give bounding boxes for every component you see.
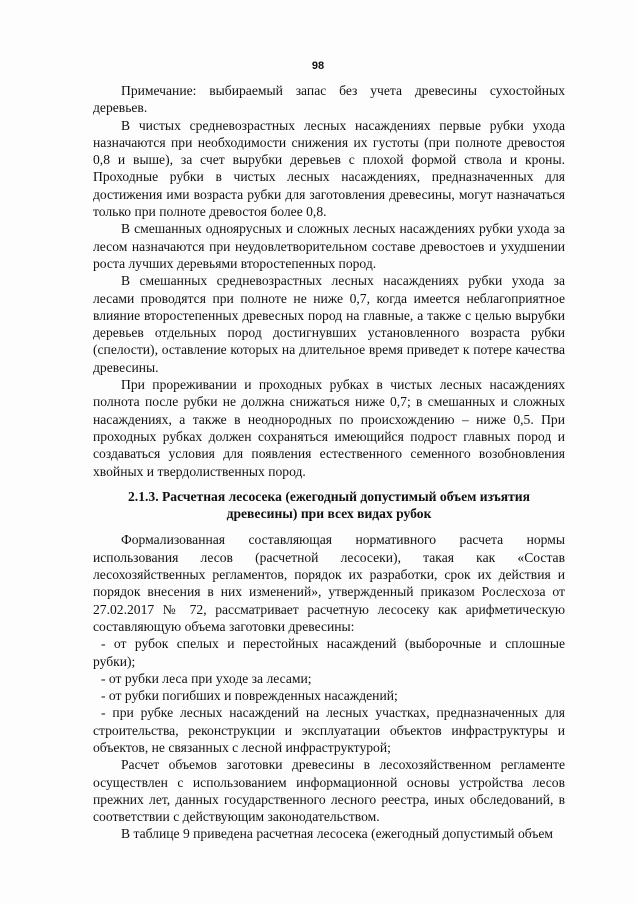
body-paragraph: В смешанных одноярусных и сложных лесных насаждениях рубки ухода за лесом назначаются при неудовлетворительном составе древостоев и ухудшении роста лучших деревьями второстепенных пород. xyxy=(93,221,565,271)
list-item: - от рубки леса при уходе за лесами; xyxy=(101,670,312,686)
page-number: 98 xyxy=(311,60,325,72)
list-item: - при рубке лесных насаждений на лесных участках, предназначенных для строительства, реконструкции и эксплуатации объектов инфраструктуры и объектов, не связанных с лесной инфраструктурой; xyxy=(93,705,565,755)
body-paragraph: Расчет объемов заготовки древесины в лесохозяйственном регламенте осуществлен с использованием информационной основы устройства лесов прежних лет, данных государственного лесного реестра, иных обследований, в соответствии с действующим законодательством. xyxy=(93,757,565,825)
body-paragraph: В смешанных средневозрастных лесных насаждениях рубки ухода за лесами проводятся при полноте не ниже 0,7, когда имеется неблагоприятное влияние второстепенных древесных пород на главные, а также с целью вырубки деревьев отдельных пород достигнувших установленного возраста рубки (спелости), оставление которых на длительное время приведет к потере качества древесины. xyxy=(93,273,565,375)
body-paragraph: В таблице 9 приведена расчетная лесосека (ежегодный допустимый объем xyxy=(121,826,554,842)
body-paragraph: В чистых средневозрастных лесных насаждениях первые рубки ухода назначаются при необходимости снижения их густоты (при полноте древостоя 0,8 и выше), за счет вырубки деревьев с плохой формой ствола и кроны. Проходные рубки в чистых лесных насаждениях, предназначенных для достижения ими возраста рубки для заготовления древесины, могут назначаться только при полноте древостоя более 0,8. xyxy=(93,117,565,220)
document-body xyxy=(93,82,565,843)
body-paragraph: При прореживании и проходных рубках в чистых лесных насаждениях полнота после рубки не должна снижаться ниже 0,7; в смешанных и сложных насаждениях, а также в неоднородных по происхождению – ниже 0,5. При проходных рубках должен сохраняться имеющийся подрост главных пород и создаваться условия для появления естественного семенного возобновления хвойных и твердолиственных пород. xyxy=(93,377,565,479)
section-heading: 2.1.3. Расчетная лесосека (ежегодный допустимый объем изъятия древесины) при всех видах рубок xyxy=(128,488,530,522)
list-item: - от рубок спелых и перестойных насаждений (выборочные и сплошные рубки); xyxy=(93,636,565,669)
note-paragraph: Примечание: выбираемый запас без учета древесины сухостойных деревьев. xyxy=(93,83,565,116)
list-item: - от рубки погибших и поврежденных насаждений; xyxy=(101,688,398,704)
section-intro: Формализованная составляющая нормативного расчета нормы использования лесов (расчетной лесосеки), такая как «Состав лесохозяйственных регламентов, порядок их разработки, срок их действия и порядок внесения в них изменений», утвержденный приказом Рослесхоза от 27.02.2017 № 72, рассматривает расчетную лесосеку как арифметическую составляющую объема заготовки древесины: xyxy=(93,532,565,634)
